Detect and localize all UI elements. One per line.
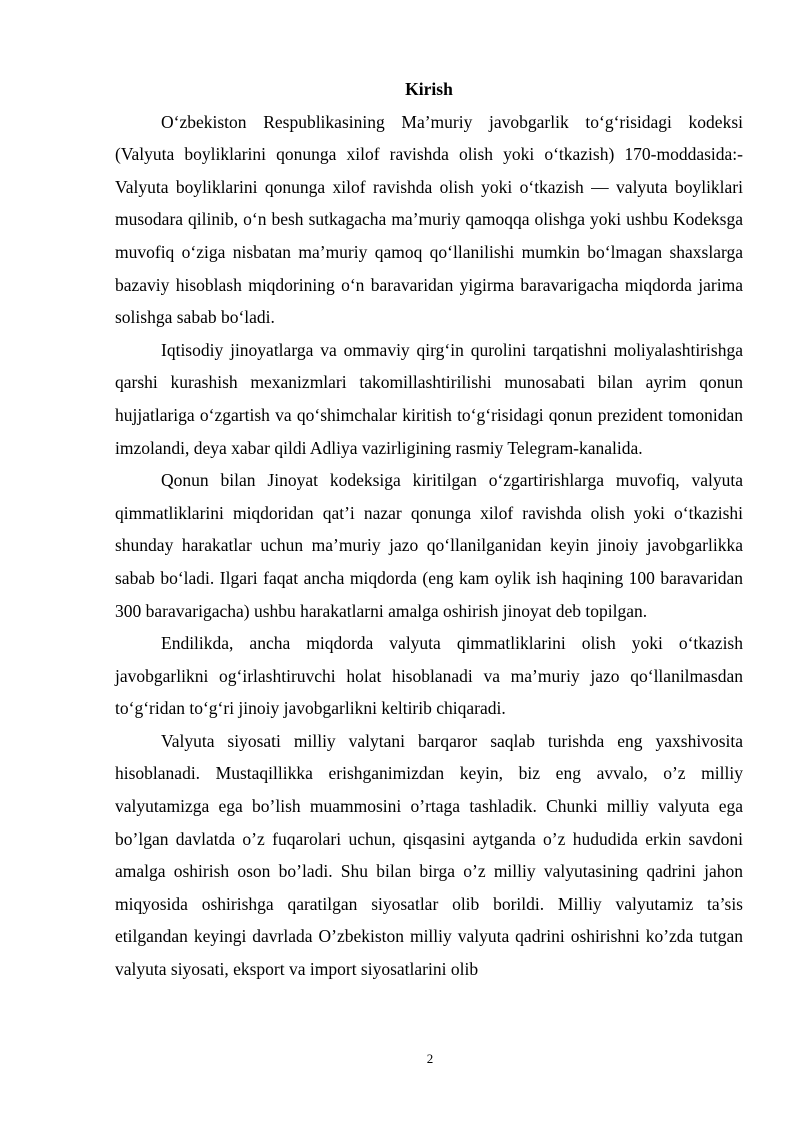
paragraph-3: Qonun bilan Jinoyat kodeksiga kiritilgan o‘zgartirishlarga muvofiq, valyuta qimmatliklarini miqdoridan qat’i nazar qonunga xilof ravishda olish yoki o‘tkazishi shunday harakatlar uchun ma’muriy jazo qo‘llanilganidan keyin jinoiy javobgarlikka sabab bo‘ladi. Ilgari faqat ancha miqdorda (eng kam oylik ish haqining 100 baravaridan 300 baravarigacha) ushbu harakatlarni amalga oshirish jinoyat deb topilgan. [115, 470, 743, 621]
paragraph-4: Endilikda, ancha miqdorda valyuta qimmatliklarini olish yoki o‘tkazish javobgarlikni og‘irlashtiruvchi holat hisoblanadi va ma’muriy jazo qo‘llanilmasdan to‘g‘ridan to‘g‘ri jinoiy javobgarlikni keltirib chiqaradi. [115, 633, 743, 719]
page-number: 2 [426, 1051, 434, 1066]
paragraph-1: O‘zbekiston Respublikasining Ma’muriy javobgarlik to‘g‘risidagi kodeksi (Valyuta boyliklarini qonunga xilof ravishda olish yoki o‘tkazish) 170-moddasida:- Valyuta boyliklarini qonunga xilof ravishda olish yoki o‘tkazish — valyuta boyliklari musodara qilinib, o‘n besh sutkagacha ma’muriy qamoqqa olishga yoki ushbu Kodeksga muvofiq o‘ziga nisbatan ma’muriy qamoq qo‘llanilishi mumkin bo‘lmagan shaxslarga bazaviy hisoblash miqdorining o‘n baravaridan yigirma baravarigacha miqdorda jarima solishga sabab bo‘ladi. [115, 111, 743, 328]
document-page [115, 73, 743, 986]
paragraph-2: Iqtisodiy jinoyatlarga va ommaviy qirg‘in qurolini tarqatishni moliyalashtirishga qarshi kurashish mexanizmlari takomillashtirilishi munosabati bilan ayrim qonun hujjatlariga o‘zgartish va qo‘shimchalar kiritish to‘g‘risidagi qonun prezident tomonidan imzolandi, deya xabar qildi Adliya vazirligining rasmiy Telegram-kanalida. [115, 339, 743, 458]
section-heading: Kirish [405, 79, 453, 99]
paragraph-5: Valyuta siyosati milliy valytani barqaror saqlab turishda eng yaxshivosita hisoblanadi. Mustaqillikka erishganimizdan keyin, biz eng avvalo, o’z milliy valyutamizga ega bo’lish muammosini o’rtaga tashladik. Chunki milliy valyuta ega bo’lgan davlatda o’z fuqarolari uchun, qisqasini aytganda o’z hududida erkin savdoni amalga oshirish oson bo’ladi. Shu bilan birga o’z milliy valyutasining qadrini jahon miqyosida oshirishga qaratilgan siyosatlar olib borildi. Milliy valyutamiz ta’sis etilgandan keyingi davrlada O’zbekiston milliy valyuta qadrini oshirishni ko’zda tutgan valyuta siyosati, eksport va import siyosatlarini olib [115, 730, 743, 980]
